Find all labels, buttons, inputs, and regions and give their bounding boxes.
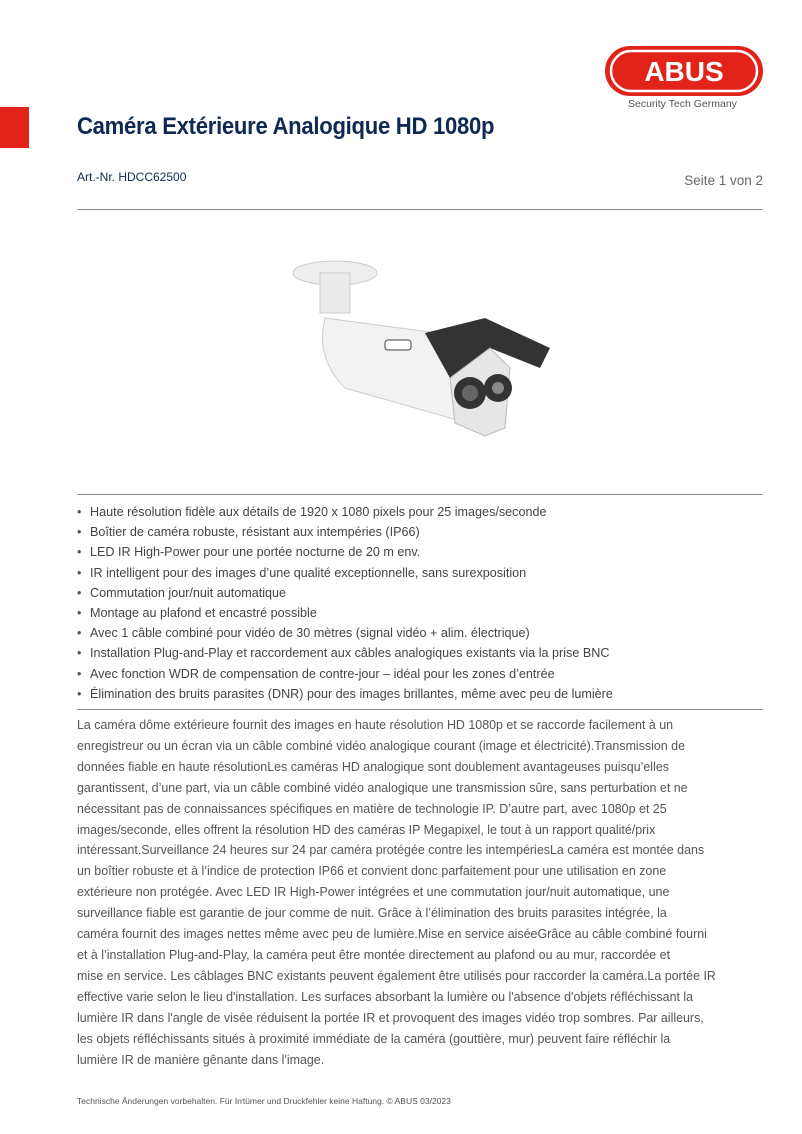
description-line: lumière IR de manière gênante dans l'image.	[77, 1051, 325, 1067]
red-accent-tab	[0, 107, 29, 148]
header-divider	[77, 209, 763, 210]
feature-item: • Avec 1 câble combiné pour vidéo de 30 mètres (signal vidéo + alim. électrique)	[77, 626, 530, 641]
article-number: Art.-Nr. HDCC62500	[77, 170, 187, 184]
svg-text:ABUS: ABUS	[644, 56, 724, 87]
description-line: effective varie selon le lieu d'installation. Les surfaces absorbant la lumière ou l'absence d'objets réfléchissant la	[77, 988, 694, 1004]
features-divider	[77, 709, 763, 710]
logo-tagline: Security Tech Germany	[628, 98, 737, 110]
footer-disclaimer: Technische Änderungen vorbehalten. Für Irrtümer und Druckfehler keine Haftung. © ABUS 03/2023	[77, 1096, 451, 1106]
description-line: La caméra dôme extérieure fournit des images en haute résolution HD 1080p et se raccorde facilement à un	[77, 717, 674, 732]
feature-item: • Installation Plug-and-Play et raccordement aux câbles analogiques existants via la prise BNC	[77, 646, 610, 661]
description-line: caméra fournit des images nettes même avec peu de lumière.Mise en service aiséeGrâce au câble combiné fourni	[77, 926, 707, 942]
description-line: enregistreur ou un écran via un câble combiné vidéo analogique courant (image et électricité).Transmission de	[77, 737, 686, 753]
feature-item: • Élimination des bruits parasites (DNR) pour des images brillantes, même avec peu de lumière	[77, 686, 613, 701]
feature-item: • LED IR High-Power pour une portée nocturne de 20 m env.	[77, 545, 421, 560]
description-line: mise en service. Les câblages BNC existants peuvent également être utilisés pour raccorder la caméra.La portée IR	[77, 967, 716, 983]
description-line: nécessitant pas de connaissances spécifiques en matière de technologie IP. D’autre part, avec 1080p et 25	[77, 800, 667, 816]
image-divider	[77, 494, 763, 495]
feature-item: • Haute résolution fidèle aux détails de 1920 x 1080 pixels pour 25 images/seconde	[77, 505, 547, 519]
description-paragraph	[77, 715, 777, 1070]
feature-list	[77, 502, 613, 704]
camera-product-image	[285, 258, 555, 458]
feature-item: • Boîtier de caméra robuste, résistant aux intempéries (IP66)	[77, 525, 420, 540]
feature-item: • Avec fonction WDR de compensation de contre-jour – idéal pour les zones d’entrée	[77, 666, 555, 681]
description-line: garantissent, d’une part, via un câble combiné vidéo analogique une transmission sûre, sans perturbation et ne	[77, 779, 688, 795]
description-line: surveillance fiable est garantie de jour comme de nuit. Grâce à l’élimination des bruits parasites intégrée, la	[77, 905, 667, 921]
description-line: lumière IR dans l'angle de visée réduisent la portée IR et provoquent des images vidéo trop sombres. Par ailleurs,	[77, 1009, 704, 1025]
page-indicator: Seite 1 von 2	[684, 173, 763, 188]
description-line: et à l’installation Plug-and-Play, la caméra peut être montée directement au plafond ou au mur, raccordée et	[77, 946, 671, 962]
description-line: les objets réfléchissants situés à proximité immédiate de la caméra (gouttière, mur) peuvent faire réfléchir la	[77, 1030, 671, 1046]
description-line: un boîtier robuste et à l’indice de protection IP66 et convient donc parfaitement pour une utilisation en zone	[77, 863, 667, 879]
description-line: images/seconde, elles offrent la résolution HD des caméras IP Megapixel, le tout à un rapport qualité/prix	[77, 821, 656, 837]
page-title: Caméra Extérieure Analogique HD 1080p	[77, 113, 495, 140]
description-line: données fiable en haute résolutionLes caméras HD analogique sont doublement avantageuses puisqu’elles	[77, 758, 669, 774]
abus-logo	[604, 45, 764, 97]
description-line: intéressant.Surveillance 24 heures sur 24 par caméra protégée contre les intempériesLa caméra est montée dans	[77, 842, 705, 858]
description-line: extérieure non protégée. Avec LED IR High-Power intégrées et une commutation jour/nuit automatique, une	[77, 884, 670, 900]
feature-item: • Commutation jour/nuit automatique	[77, 585, 287, 600]
feature-item: • IR intelligent pour des images d’une qualité exceptionnelle, sans surexposition	[77, 565, 527, 580]
feature-item: • Montage au plafond et encastré possible	[77, 606, 317, 621]
